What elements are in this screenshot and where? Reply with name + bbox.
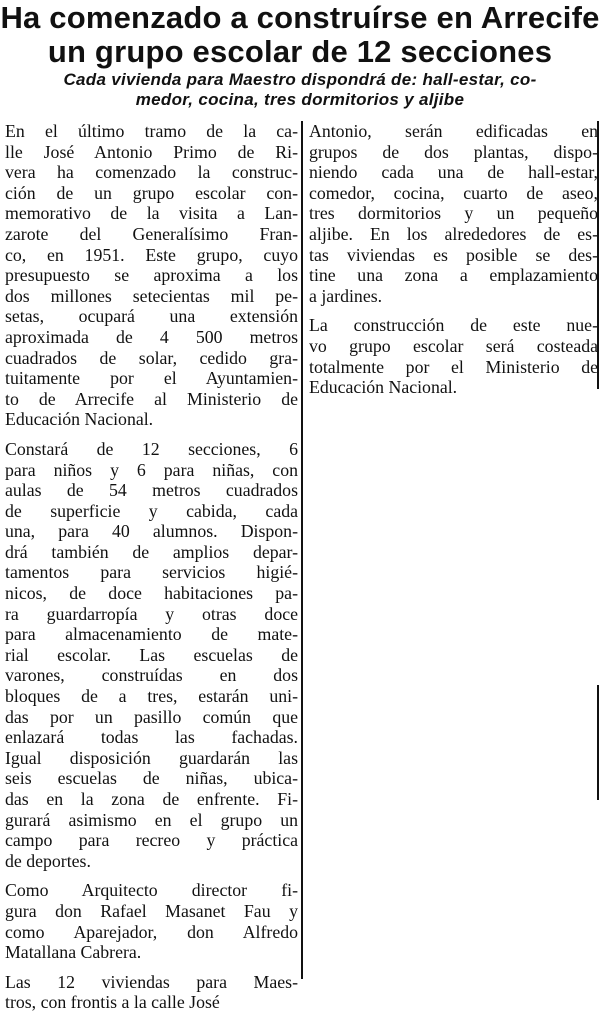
article-line: gurará asimismo en el grupo un [5, 809, 298, 830]
article-line: como Aparejador, don Alfredo [5, 921, 298, 942]
article-line: campo para recreo y práctica [5, 830, 298, 851]
article-line: de deportes. [5, 850, 91, 871]
article-line: setas, ocupará una extensión [5, 306, 298, 327]
headline-line-2: un grupo escolar de 12 secciones [47, 34, 553, 69]
article-line: aljibe. En los alrededores de es- [309, 223, 598, 244]
article-line: zarote del Generalísimo Fran- [5, 223, 298, 244]
article-paragraph [5, 880, 298, 962]
article-line: tine una zona a emplazamiento [309, 265, 598, 286]
article-line: comedor, cocina, cuarto de aseo, [309, 182, 598, 203]
article-line: aulas de 54 metros cuadrados [5, 480, 298, 501]
article-line: seis escuelas de niñas, ubica- [5, 768, 298, 789]
article-column-2 [309, 121, 598, 398]
article-line: varones, construídas en dos [5, 665, 298, 686]
article-line: das por un pasillo común que [5, 706, 298, 727]
article-line: niendo cada una de hall-estar, [309, 162, 598, 183]
article-line: co, en 1951. Este grupo, cuyo [5, 244, 298, 265]
article-line: Educación Nacional. [5, 409, 154, 430]
article-line: tres dormitorios y un pequeño [309, 203, 598, 224]
article-line: Igual disposición guardarán las [5, 747, 298, 768]
article-paragraph [5, 972, 298, 1013]
article-line: tros, con frontis a la calle José [5, 992, 220, 1013]
article-line: cuadrados de solar, cedido gra- [5, 347, 298, 368]
article-line: lle José Antonio Primo de Ri- [5, 141, 298, 162]
article-line: tas viviendas es posible se des- [309, 244, 598, 265]
article-paragraph [309, 121, 598, 306]
article-line: aproximada de 4 500 metros [5, 326, 298, 347]
article-line: Educación Nacional. [309, 377, 458, 398]
article-line: rial escolar. Las escuelas de [5, 644, 298, 665]
article-line: dos millones setecientas mil pe- [5, 285, 298, 306]
article-line: vera ha comenzado la construc- [5, 162, 298, 183]
article-line: gura don Rafael Masanet Fau y [5, 900, 298, 921]
article-line: Matallana Cabrera. [5, 942, 142, 963]
article-line: Constará de 12 secciones, 6 [5, 438, 298, 459]
article-line: totalmente por el Ministerio de [309, 356, 598, 377]
article-paragraph [5, 439, 298, 871]
article-line: nicos, de doce habitaciones pa- [5, 583, 298, 604]
paragraph-gap [5, 430, 298, 439]
article-line: En el último tramo de la ca- [5, 121, 298, 141]
article-paragraph [5, 121, 298, 430]
article-line: Las 12 viviendas para Maes- [5, 971, 298, 992]
article-line: de superficie y cabida, cada [5, 500, 298, 521]
article-line: grupos de dos plantas, dispo- [309, 141, 598, 162]
subheadline-line-2: medor, cocina, tres dormitorios y aljibe [135, 90, 465, 109]
article-line: memorativo de la visita a Lan- [5, 203, 298, 224]
article-line: das en la zona de enfrente. Fi- [5, 789, 298, 809]
article-paragraph [309, 315, 598, 397]
article-line: ra guardarropía y otras doce [5, 603, 298, 624]
paragraph-gap [5, 871, 298, 880]
right-edge-rule-lower [597, 685, 599, 800]
article-line: vo grupo escolar será costeada [309, 335, 598, 356]
article-line: para niños y 6 para niñas, con [5, 459, 298, 480]
article-line: tamentos para servicios higié- [5, 562, 298, 583]
article-line: Como Arquitecto director fi- [5, 880, 298, 901]
article-line: tuitamente por el Ayuntamien- [5, 368, 298, 389]
paragraph-gap [5, 963, 298, 972]
article-line: enlazará todas las fachadas. [5, 727, 298, 748]
article-line: La construcción de este nue- [309, 315, 598, 336]
subheadline-line-1: Cada vivienda para Maestro dispondrá de: hall-estar, co- [63, 70, 537, 89]
article-line: drá también de amplios depar- [5, 541, 298, 562]
headline-line-1: Ha comenzado a construírse en Arrecife [0, 0, 600, 35]
article-line: bloques de a tres, estarán uni- [5, 686, 298, 707]
article-line: Antonio, serán edificadas en [309, 121, 598, 141]
column-divider [301, 121, 303, 979]
article-line: una, para 40 alumnos. Dispon- [5, 521, 298, 542]
article-line: para almacenamiento de mate- [5, 624, 298, 645]
article-column-1 [5, 121, 298, 1013]
paragraph-gap [309, 306, 598, 315]
article-line: a jardines. [309, 285, 383, 306]
article-line: presupuesto se aproxima a los [5, 265, 298, 286]
article-line: ción de un grupo escolar con- [5, 182, 298, 203]
article-line: to de Arrecife al Ministerio de [5, 388, 298, 409]
